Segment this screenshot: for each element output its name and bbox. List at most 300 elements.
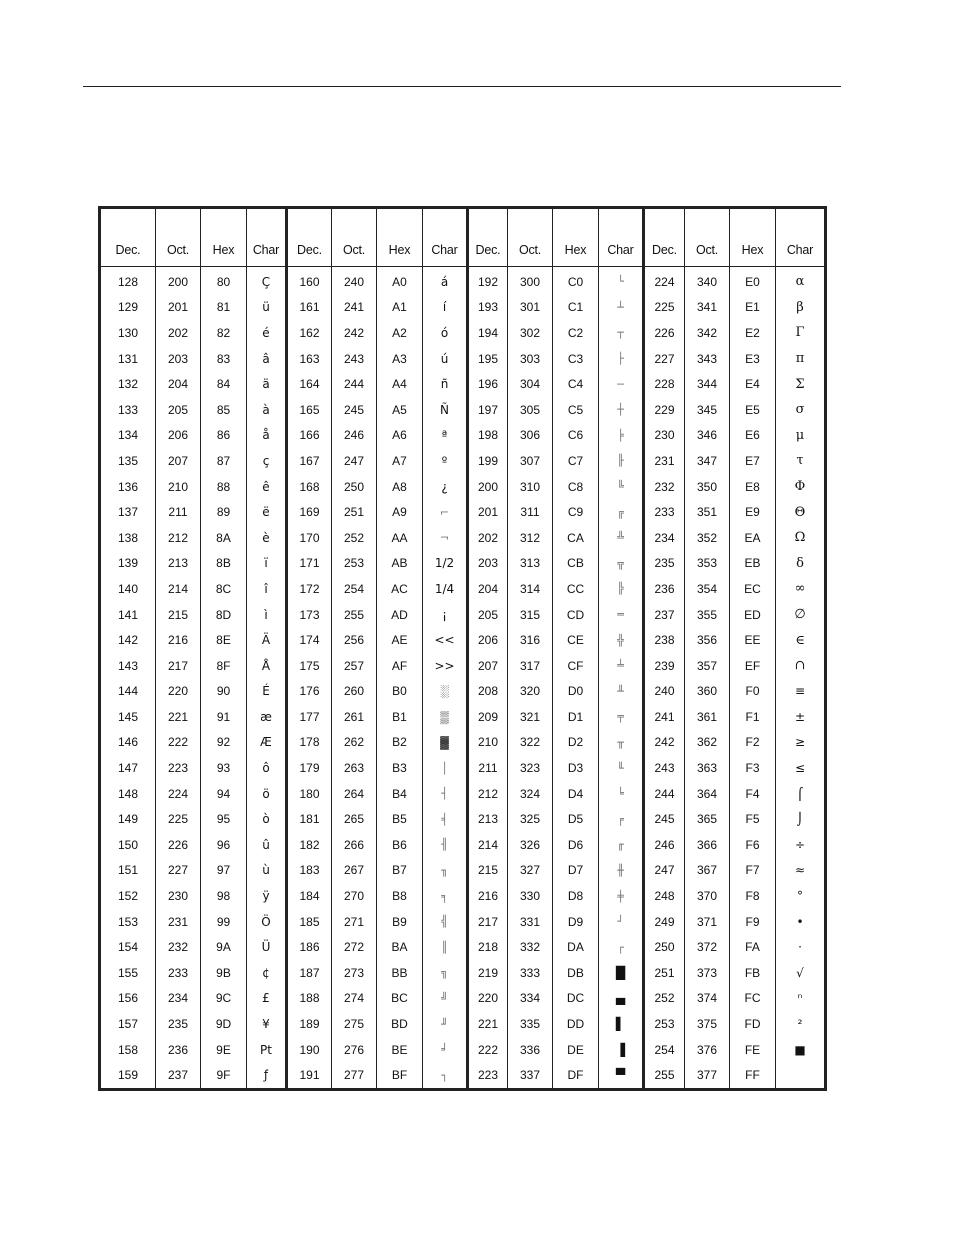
char-cell: α — [776, 267, 826, 295]
dec-cell: 239 — [644, 653, 685, 679]
dec-cell: 168 — [287, 474, 332, 500]
char-cell: ╒ — [599, 806, 644, 832]
hex-cell: 91 — [201, 704, 247, 730]
char-cell: ╬ — [599, 627, 644, 653]
dec-cell: 255 — [644, 1062, 685, 1089]
char-cell: ├ — [599, 346, 644, 372]
oct-cell: 323 — [508, 755, 553, 781]
dec-cell: 133 — [117, 402, 139, 417]
oct-cell: 326 — [508, 832, 553, 858]
hex-cell: 9C — [201, 986, 247, 1012]
char-cell: ≥ — [776, 730, 826, 756]
dec-cell: 202 — [468, 525, 508, 551]
char-cell: ┘ — [599, 909, 644, 935]
dec-cell: 245 — [644, 806, 685, 832]
oct-cell: 244 — [332, 371, 377, 397]
char-cell: Σ — [776, 371, 826, 397]
char-cell: ² — [776, 1011, 826, 1037]
char-cell: ö — [247, 781, 287, 807]
dec-cell: 252 — [644, 986, 685, 1012]
hex-cell: DA — [553, 934, 599, 960]
dec-cell: 148 — [117, 786, 139, 801]
oct-cell: 277 — [332, 1062, 377, 1089]
dec-cell: 187 — [287, 960, 332, 986]
hex-cell: BB — [377, 960, 423, 986]
oct-cell: 247 — [332, 448, 377, 474]
char-cell: 1/4 — [423, 576, 468, 602]
char-cell: é — [247, 320, 287, 346]
char-cell: ÿ — [247, 883, 287, 909]
char-cell: Θ — [776, 499, 826, 525]
oct-cell: 371 — [685, 909, 730, 935]
extended-ascii-table — [98, 206, 827, 1091]
table-row — [100, 1011, 826, 1037]
oct-cell: 246 — [332, 423, 377, 449]
oct-cell: 303 — [508, 346, 553, 372]
dec-cell: 242 — [644, 730, 685, 756]
char-cell: ╧ — [599, 653, 644, 679]
table-row — [100, 627, 826, 653]
hex-cell: CD — [553, 602, 599, 628]
char-cell: ò — [247, 806, 287, 832]
hex-cell: BF — [377, 1062, 423, 1089]
oct-cell: 312 — [508, 525, 553, 551]
hex-cell: 9A — [201, 934, 247, 960]
hex-cell: AE — [377, 627, 423, 653]
char-cell: ╓ — [599, 832, 644, 858]
oct-cell: 230 — [156, 883, 201, 909]
char-cell: ± — [776, 704, 826, 730]
dec-cell: 223 — [468, 1062, 508, 1089]
char-cell: ⌐ — [423, 499, 468, 525]
oct-cell: 203 — [156, 346, 201, 372]
char-cell: ┼ — [599, 397, 644, 423]
oct-cell: 363 — [685, 755, 730, 781]
char-cell: ú — [423, 346, 468, 372]
table-row — [100, 474, 826, 500]
dec-cell: 241 — [644, 704, 685, 730]
dec-cell: 209 — [468, 704, 508, 730]
oct-cell: 360 — [685, 679, 730, 705]
char-cell: · — [776, 934, 826, 960]
oct-cell: 225 — [156, 806, 201, 832]
hex-cell: EB — [730, 551, 776, 577]
dec-cell: 162 — [287, 320, 332, 346]
dec-cell: 216 — [468, 883, 508, 909]
oct-cell: 265 — [332, 806, 377, 832]
hex-cell: DC — [553, 986, 599, 1012]
table-row — [100, 576, 826, 602]
oct-cell: 377 — [685, 1062, 730, 1089]
dec-cell: 172 — [287, 576, 332, 602]
header-hex-group-4: Hex — [730, 208, 776, 267]
oct-cell: 210 — [156, 474, 201, 500]
dec-cell: 225 — [644, 295, 685, 321]
char-cell: └ — [599, 267, 644, 295]
table-row — [100, 755, 826, 781]
dec-cell: 196 — [468, 371, 508, 397]
table-row — [100, 602, 826, 628]
char-cell: ╡ — [423, 806, 468, 832]
dec-cell: 232 — [644, 474, 685, 500]
char-cell: μ — [776, 423, 826, 449]
dec-cell: 226 — [644, 320, 685, 346]
char-cell: ┤ — [423, 781, 468, 807]
dec-cell: 144 — [117, 684, 139, 699]
hex-cell: FC — [730, 986, 776, 1012]
dec-cell: 175 — [287, 653, 332, 679]
dec-cell: 201 — [468, 499, 508, 525]
oct-cell: 351 — [685, 499, 730, 525]
oct-cell: 222 — [156, 730, 201, 756]
hex-cell: E1 — [730, 295, 776, 321]
char-cell: Ç — [247, 267, 287, 295]
char-cell — [776, 1062, 826, 1089]
oct-cell: 336 — [508, 1037, 553, 1063]
char-cell: ▀ — [599, 1062, 644, 1089]
hex-cell: F8 — [730, 883, 776, 909]
hex-cell: 8C — [201, 576, 247, 602]
char-cell: ñ — [423, 371, 468, 397]
dec-cell: 157 — [117, 1017, 139, 1032]
dec-cell: 194 — [468, 320, 508, 346]
dec-cell: 233 — [644, 499, 685, 525]
oct-cell: 214 — [156, 576, 201, 602]
dec-cell: 147 — [117, 761, 139, 776]
hex-cell: 8B — [201, 551, 247, 577]
dec-cell: 188 — [287, 986, 332, 1012]
char-cell: Ñ — [423, 397, 468, 423]
oct-cell: 354 — [685, 576, 730, 602]
char-cell: β — [776, 295, 826, 321]
hex-cell: A9 — [377, 499, 423, 525]
hex-cell: B4 — [377, 781, 423, 807]
dec-cell: 217 — [468, 909, 508, 935]
oct-cell: 232 — [156, 934, 201, 960]
hex-cell: 9D — [201, 1011, 247, 1037]
dec-cell: 142 — [117, 633, 139, 648]
char-cell: ╝ — [423, 986, 468, 1012]
char-cell: ╦ — [599, 551, 644, 577]
dec-cell: 231 — [644, 448, 685, 474]
oct-cell: 375 — [685, 1011, 730, 1037]
oct-cell: 264 — [332, 781, 377, 807]
char-cell: ┬ — [599, 320, 644, 346]
dec-cell: 137 — [117, 505, 139, 520]
char-cell: æ — [247, 704, 287, 730]
oct-cell: 316 — [508, 627, 553, 653]
hex-cell: ED — [730, 602, 776, 628]
char-cell: ≤ — [776, 755, 826, 781]
oct-cell: 243 — [332, 346, 377, 372]
dec-cell: 192 — [468, 267, 508, 295]
hex-cell: C0 — [553, 267, 599, 295]
dec-cell: 160 — [287, 267, 332, 295]
dec-cell: 215 — [468, 858, 508, 884]
char-cell: ▐ — [599, 1037, 644, 1063]
header-hex-group-2: Hex — [377, 208, 423, 267]
char-cell: ¡ — [423, 602, 468, 628]
hex-cell: 8A — [201, 525, 247, 551]
char-cell: ∈ — [776, 627, 826, 653]
dec-cell: 211 — [468, 755, 508, 781]
hex-cell: 93 — [201, 755, 247, 781]
dec-cell: 243 — [644, 755, 685, 781]
dec-cell: 189 — [287, 1011, 332, 1037]
table-row — [100, 858, 826, 884]
char-cell: £ — [247, 986, 287, 1012]
hex-cell: B2 — [377, 730, 423, 756]
hex-cell: 9E — [201, 1037, 247, 1063]
hex-cell: B8 — [377, 883, 423, 909]
oct-cell: 374 — [685, 986, 730, 1012]
hex-cell: 89 — [201, 499, 247, 525]
char-cell: ≡ — [776, 679, 826, 705]
oct-cell: 305 — [508, 397, 553, 423]
hex-cell: A6 — [377, 423, 423, 449]
char-cell: ▒ — [423, 704, 468, 730]
char-cell: ╠ — [599, 576, 644, 602]
hex-cell: CC — [553, 576, 599, 602]
dec-cell: 174 — [287, 627, 332, 653]
oct-cell: 366 — [685, 832, 730, 858]
table-row — [100, 806, 826, 832]
table-row — [100, 525, 826, 551]
dec-cell: 158 — [117, 1042, 139, 1057]
char-cell: ■ — [776, 1037, 826, 1063]
dec-cell: 164 — [287, 371, 332, 397]
oct-cell: 347 — [685, 448, 730, 474]
hex-cell: B6 — [377, 832, 423, 858]
hex-cell: EC — [730, 576, 776, 602]
hex-cell: D1 — [553, 704, 599, 730]
table-row — [100, 653, 826, 679]
char-cell: É — [247, 679, 287, 705]
char-cell: ┌ — [599, 934, 644, 960]
oct-cell: 263 — [332, 755, 377, 781]
oct-cell: 250 — [332, 474, 377, 500]
char-cell: √ — [776, 960, 826, 986]
hex-cell: D9 — [553, 909, 599, 935]
dec-cell: 156 — [117, 991, 139, 1006]
dec-cell: 184 — [287, 883, 332, 909]
header-dec-group-2: Dec. — [287, 208, 332, 267]
hex-cell: A1 — [377, 295, 423, 321]
oct-cell: 302 — [508, 320, 553, 346]
oct-cell: 355 — [685, 602, 730, 628]
dec-cell: 253 — [644, 1011, 685, 1037]
char-cell: ó — [423, 320, 468, 346]
oct-cell: 260 — [332, 679, 377, 705]
oct-cell: 252 — [332, 525, 377, 551]
char-cell: ≈ — [776, 858, 826, 884]
oct-cell: 231 — [156, 909, 201, 935]
hex-cell: CA — [553, 525, 599, 551]
oct-cell: 241 — [332, 295, 377, 321]
hex-cell: F6 — [730, 832, 776, 858]
table-row — [100, 1037, 826, 1063]
oct-cell: 220 — [156, 679, 201, 705]
dec-cell: 145 — [117, 709, 139, 724]
hex-cell: CF — [553, 653, 599, 679]
table-row — [100, 960, 826, 986]
hex-cell: 88 — [201, 474, 247, 500]
char-cell: ╩ — [599, 525, 644, 551]
hex-cell: E3 — [730, 346, 776, 372]
oct-cell: 362 — [685, 730, 730, 756]
dec-cell: 170 — [287, 525, 332, 551]
oct-cell: 272 — [332, 934, 377, 960]
char-cell: è — [247, 525, 287, 551]
table-row — [100, 295, 826, 321]
hex-cell: AB — [377, 551, 423, 577]
char-cell: Γ — [776, 320, 826, 346]
char-cell: ê — [247, 474, 287, 500]
hex-cell: E7 — [730, 448, 776, 474]
dec-cell: 146 — [117, 735, 139, 750]
dec-cell: 135 — [117, 453, 139, 468]
dec-cell: 224 — [644, 267, 685, 295]
hex-cell: B5 — [377, 806, 423, 832]
dec-cell: 159 — [117, 1068, 139, 1083]
char-cell: à — [247, 397, 287, 423]
oct-cell: 223 — [156, 755, 201, 781]
dec-cell: 248 — [644, 883, 685, 909]
table-row — [100, 346, 826, 372]
char-cell: ⁿ — [776, 986, 826, 1012]
header-row — [100, 208, 826, 267]
table-row — [100, 730, 826, 756]
hex-cell: F1 — [730, 704, 776, 730]
table-row — [100, 448, 826, 474]
char-cell: å — [247, 423, 287, 449]
header-oct-group-2: Oct. — [332, 208, 377, 267]
header-hex-group-3: Hex — [553, 208, 599, 267]
oct-cell: 266 — [332, 832, 377, 858]
hex-cell: D5 — [553, 806, 599, 832]
dec-cell: 199 — [468, 448, 508, 474]
oct-cell: 253 — [332, 551, 377, 577]
hex-cell: 84 — [201, 371, 247, 397]
dec-cell: 210 — [468, 730, 508, 756]
oct-cell: 315 — [508, 602, 553, 628]
hex-cell: A8 — [377, 474, 423, 500]
hex-cell: F7 — [730, 858, 776, 884]
hex-cell: C5 — [553, 397, 599, 423]
char-cell: ÷ — [776, 832, 826, 858]
table-row — [100, 986, 826, 1012]
hex-cell: B1 — [377, 704, 423, 730]
char-cell: ╞ — [599, 423, 644, 449]
header-oct-group-4: Oct. — [685, 208, 730, 267]
hex-cell: A3 — [377, 346, 423, 372]
oct-cell: 254 — [332, 576, 377, 602]
hex-cell: DE — [553, 1037, 599, 1063]
char-cell: ┐ — [423, 1062, 468, 1089]
dec-cell: 130 — [117, 325, 139, 340]
dec-cell: 155 — [117, 965, 139, 980]
char-cell: ç — [247, 448, 287, 474]
oct-cell: 345 — [685, 397, 730, 423]
hex-cell: EE — [730, 627, 776, 653]
char-cell: ▌ — [599, 1011, 644, 1037]
hex-cell: 8D — [201, 602, 247, 628]
table-row — [100, 1062, 826, 1089]
hex-cell: A7 — [377, 448, 423, 474]
char-cell: ╥ — [599, 730, 644, 756]
hex-cell: 9F — [201, 1062, 247, 1089]
char-cell: Pt — [247, 1037, 287, 1063]
oct-cell: 365 — [685, 806, 730, 832]
dec-cell: 246 — [644, 832, 685, 858]
oct-cell: 376 — [685, 1037, 730, 1063]
oct-cell: 310 — [508, 474, 553, 500]
dec-cell: 181 — [287, 806, 332, 832]
hex-cell: BE — [377, 1037, 423, 1063]
header-char-group-4: Char — [776, 208, 826, 267]
dec-cell: 230 — [644, 423, 685, 449]
char-cell: ╕ — [423, 883, 468, 909]
char-cell: σ — [776, 397, 826, 423]
oct-cell: 275 — [332, 1011, 377, 1037]
dec-cell: 152 — [117, 889, 139, 904]
oct-cell: 373 — [685, 960, 730, 986]
oct-cell: 205 — [156, 397, 201, 423]
table-row — [100, 679, 826, 705]
hex-cell: C1 — [553, 295, 599, 321]
char-cell: ╫ — [599, 858, 644, 884]
hex-cell: E0 — [730, 267, 776, 295]
dec-cell: 221 — [468, 1011, 508, 1037]
oct-cell: 234 — [156, 986, 201, 1012]
dec-cell: 136 — [117, 479, 139, 494]
oct-cell: 321 — [508, 704, 553, 730]
dec-cell: 132 — [117, 377, 139, 392]
hex-cell: C8 — [553, 474, 599, 500]
hex-cell: DB — [553, 960, 599, 986]
hex-cell: E8 — [730, 474, 776, 500]
dec-cell: 207 — [468, 653, 508, 679]
hex-cell: DF — [553, 1062, 599, 1089]
dec-cell: 208 — [468, 679, 508, 705]
oct-cell: 206 — [156, 423, 201, 449]
hex-cell: D4 — [553, 781, 599, 807]
char-cell: Å — [247, 653, 287, 679]
table-row — [100, 883, 826, 909]
table-row — [100, 320, 826, 346]
dec-cell: 250 — [644, 934, 685, 960]
table-row — [100, 832, 826, 858]
dec-cell: 163 — [287, 346, 332, 372]
header-dec-group-1: Dec. — [100, 208, 156, 267]
oct-cell: 370 — [685, 883, 730, 909]
dec-cell: 205 — [468, 602, 508, 628]
char-cell: ╔ — [599, 499, 644, 525]
dec-cell: 244 — [644, 781, 685, 807]
oct-cell: 320 — [508, 679, 553, 705]
oct-cell: 200 — [156, 267, 201, 295]
table-row — [100, 371, 826, 397]
oct-cell: 262 — [332, 730, 377, 756]
char-cell: Φ — [776, 474, 826, 500]
char-cell: ¢ — [247, 960, 287, 986]
oct-cell: 301 — [508, 295, 553, 321]
hex-cell: F3 — [730, 755, 776, 781]
oct-cell: 344 — [685, 371, 730, 397]
char-cell: ╚ — [599, 474, 644, 500]
oct-cell: 337 — [508, 1062, 553, 1089]
dec-cell: 237 — [644, 602, 685, 628]
